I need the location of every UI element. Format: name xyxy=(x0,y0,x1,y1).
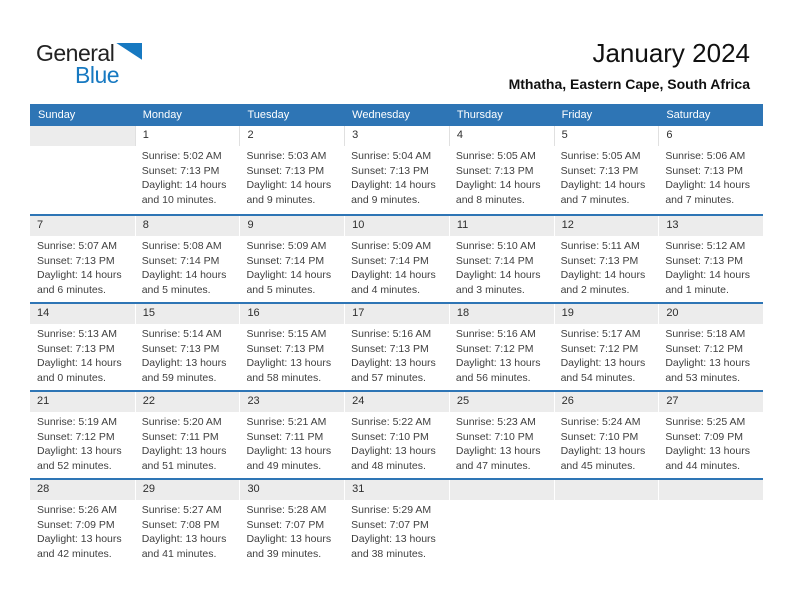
day-detail-line: Daylight: 14 hours xyxy=(246,179,332,192)
day-cell-15 xyxy=(135,304,240,390)
day-details xyxy=(449,500,554,503)
day-number: 9 xyxy=(239,216,344,236)
day-details xyxy=(135,236,240,297)
day-detail-line: Sunrise: 5:11 AM xyxy=(560,240,640,252)
day-detail-line: and 0 minutes. xyxy=(37,371,106,384)
day-cell-empty xyxy=(449,480,554,566)
day-detail-line: Sunset: 7:11 PM xyxy=(141,430,219,443)
day-cell-14 xyxy=(30,304,135,390)
day-detail-line: Sunset: 7:12 PM xyxy=(455,342,534,355)
day-detail-line: and 58 minutes. xyxy=(246,371,322,384)
day-detail-line: Daylight: 14 hours xyxy=(560,269,646,282)
day-detail-line: Sunrise: 5:28 AM xyxy=(246,504,327,516)
day-number: 22 xyxy=(135,392,240,412)
day-detail-line: Daylight: 13 hours xyxy=(141,533,227,546)
day-detail-line: and 4 minutes. xyxy=(351,283,421,296)
day-detail-line: Sunrise: 5:02 AM xyxy=(141,150,222,162)
weekday-header-row xyxy=(30,104,763,126)
day-cell-empty xyxy=(554,480,659,566)
day-details xyxy=(658,236,763,297)
day-detail-line: and 39 minutes. xyxy=(246,547,322,560)
day-detail-line: and 38 minutes. xyxy=(351,547,426,560)
day-detail-line: Daylight: 14 hours xyxy=(141,179,227,192)
weekday-header-thursday: Thursday xyxy=(456,109,503,121)
day-detail-line: and 52 minutes. xyxy=(37,459,112,472)
day-number: 16 xyxy=(239,304,344,324)
day-details xyxy=(554,146,659,207)
day-details xyxy=(554,324,659,385)
day-number: 7 xyxy=(30,216,135,236)
day-cell-16 xyxy=(239,304,344,390)
day-detail-line: Daylight: 14 hours xyxy=(37,269,122,282)
day-detail-line: Sunset: 7:10 PM xyxy=(351,430,429,443)
day-detail-line: Sunset: 7:13 PM xyxy=(665,254,743,267)
day-detail-line: Sunset: 7:13 PM xyxy=(141,164,220,177)
day-detail-line: Sunrise: 5:04 AM xyxy=(351,150,432,162)
logo-text-blue: Blue xyxy=(75,62,120,88)
day-cell-17 xyxy=(344,304,449,390)
day-number: 21 xyxy=(30,392,135,412)
day-detail-line: Sunset: 7:14 PM xyxy=(351,254,429,267)
day-detail-line: Sunrise: 5:09 AM xyxy=(351,240,432,252)
day-detail-line: Sunset: 7:13 PM xyxy=(141,342,220,355)
day-cell-10 xyxy=(344,216,449,302)
day-detail-line: Sunrise: 5:15 AM xyxy=(246,328,327,340)
day-cell-13 xyxy=(658,216,763,302)
day-cell-6 xyxy=(658,126,763,214)
day-detail-line: and 5 minutes. xyxy=(246,283,316,296)
day-number: 19 xyxy=(554,304,659,324)
page-title: January 2024 xyxy=(592,38,750,68)
day-details xyxy=(344,236,449,297)
day-detail-line: Sunrise: 5:24 AM xyxy=(560,416,641,428)
weekday-header-saturday: Saturday xyxy=(666,109,711,121)
day-detail-line: Daylight: 13 hours xyxy=(351,357,436,370)
day-detail-line: Daylight: 13 hours xyxy=(455,357,541,370)
day-detail-line: and 2 minutes. xyxy=(560,283,630,296)
day-detail-line: Sunset: 7:12 PM xyxy=(665,342,743,355)
day-detail-line: Sunrise: 5:07 AM xyxy=(37,240,117,252)
day-number: 27 xyxy=(658,392,763,412)
day-cell-27 xyxy=(658,392,763,478)
day-details xyxy=(344,412,449,473)
day-cell-26 xyxy=(554,392,659,478)
calendar-weeks xyxy=(30,126,763,566)
day-cell-empty xyxy=(30,126,135,214)
day-detail-line: and 7 minutes. xyxy=(665,193,735,206)
day-detail-line: Daylight: 13 hours xyxy=(246,357,332,370)
weekday-header-wednesday: Wednesday xyxy=(352,109,411,121)
day-details xyxy=(344,146,449,207)
day-detail-line: Daylight: 13 hours xyxy=(37,445,122,458)
day-detail-line: Sunset: 7:13 PM xyxy=(37,342,115,355)
day-detail-line: Daylight: 14 hours xyxy=(351,179,436,192)
day-detail-line: Sunset: 7:12 PM xyxy=(37,430,115,443)
day-detail-line: Sunset: 7:09 PM xyxy=(665,430,743,443)
day-number: 12 xyxy=(554,216,659,236)
day-detail-line: and 41 minutes. xyxy=(141,547,217,560)
day-detail-line: Sunrise: 5:29 AM xyxy=(351,504,432,516)
day-detail-line: Daylight: 14 hours xyxy=(455,179,541,192)
day-details xyxy=(239,500,344,561)
day-detail-line: Sunrise: 5:26 AM xyxy=(37,504,117,516)
day-detail-line: Sunrise: 5:19 AM xyxy=(37,416,117,428)
day-cell-19 xyxy=(554,304,659,390)
day-cell-25 xyxy=(449,392,554,478)
day-number: 28 xyxy=(30,480,135,500)
day-cell-7 xyxy=(30,216,135,302)
day-number: 1 xyxy=(135,126,240,146)
week-row-2 xyxy=(30,214,763,302)
day-detail-line: Daylight: 14 hours xyxy=(455,269,541,282)
day-number: 4 xyxy=(449,126,554,146)
day-detail-line: Sunrise: 5:16 AM xyxy=(351,328,432,340)
day-detail-line: Sunrise: 5:16 AM xyxy=(455,328,536,340)
day-detail-line: Sunrise: 5:05 AM xyxy=(455,150,536,162)
general-blue-logo xyxy=(36,40,142,89)
day-detail-line: Sunrise: 5:18 AM xyxy=(665,328,746,340)
day-number: 31 xyxy=(344,480,449,500)
day-detail-line: Daylight: 13 hours xyxy=(37,533,122,546)
day-detail-line: Sunrise: 5:10 AM xyxy=(455,240,536,252)
day-number: 15 xyxy=(135,304,240,324)
day-cell-8 xyxy=(135,216,240,302)
day-detail-line: and 44 minutes. xyxy=(665,459,741,472)
day-number: 23 xyxy=(239,392,344,412)
day-detail-line: Daylight: 13 hours xyxy=(351,445,436,458)
day-detail-line: and 54 minutes. xyxy=(560,371,636,384)
day-cell-empty xyxy=(658,480,763,566)
day-number: 18 xyxy=(449,304,554,324)
day-number: 29 xyxy=(135,480,240,500)
day-detail-line: Sunset: 7:12 PM xyxy=(560,342,639,355)
day-detail-line: and 3 minutes. xyxy=(455,283,525,296)
day-number xyxy=(554,480,659,500)
day-detail-line: Sunrise: 5:05 AM xyxy=(560,150,641,162)
day-detail-line: Sunset: 7:07 PM xyxy=(351,518,429,531)
day-detail-line: Sunset: 7:13 PM xyxy=(246,342,325,355)
day-cell-20 xyxy=(658,304,763,390)
day-detail-line: Sunset: 7:09 PM xyxy=(37,518,115,531)
calendar-table xyxy=(30,104,763,566)
day-details xyxy=(658,324,763,385)
day-detail-line: Daylight: 14 hours xyxy=(560,179,646,192)
day-detail-line: Daylight: 13 hours xyxy=(351,533,436,546)
day-details xyxy=(449,412,554,473)
week-row-1 xyxy=(30,126,763,214)
day-detail-line: and 1 minute. xyxy=(665,283,729,296)
day-detail-line: Sunrise: 5:08 AM xyxy=(141,240,222,252)
day-number xyxy=(658,480,763,500)
day-detail-line: and 59 minutes. xyxy=(141,371,217,384)
day-detail-line: Sunrise: 5:27 AM xyxy=(141,504,222,516)
day-detail-line: and 49 minutes. xyxy=(246,459,322,472)
day-number: 10 xyxy=(344,216,449,236)
day-detail-line: and 42 minutes. xyxy=(37,547,112,560)
day-details xyxy=(30,412,135,473)
day-detail-line: and 51 minutes. xyxy=(141,459,217,472)
day-details xyxy=(554,412,659,473)
day-cell-11 xyxy=(449,216,554,302)
day-detail-line: Sunset: 7:13 PM xyxy=(560,254,639,267)
day-detail-line: and 48 minutes. xyxy=(351,459,426,472)
day-details xyxy=(554,236,659,297)
day-cell-1 xyxy=(135,126,240,214)
day-details xyxy=(30,236,135,297)
day-detail-line: Sunset: 7:13 PM xyxy=(665,164,743,177)
day-detail-line: Sunset: 7:13 PM xyxy=(455,164,534,177)
day-detail-line: Daylight: 14 hours xyxy=(37,357,122,370)
day-cell-5 xyxy=(554,126,659,214)
day-cell-4 xyxy=(449,126,554,214)
day-cell-18 xyxy=(449,304,554,390)
day-number: 14 xyxy=(30,304,135,324)
day-detail-line: Sunrise: 5:12 AM xyxy=(665,240,746,252)
day-details xyxy=(449,236,554,297)
day-details xyxy=(239,236,344,297)
day-details xyxy=(344,500,449,561)
day-detail-line: Sunset: 7:08 PM xyxy=(141,518,220,531)
day-number: 26 xyxy=(554,392,659,412)
day-number: 6 xyxy=(658,126,763,146)
day-cell-12 xyxy=(554,216,659,302)
day-number: 24 xyxy=(344,392,449,412)
day-detail-line: Daylight: 14 hours xyxy=(665,179,750,192)
day-details xyxy=(30,500,135,561)
day-detail-line: and 53 minutes. xyxy=(665,371,741,384)
day-details xyxy=(239,324,344,385)
day-detail-line: Sunset: 7:14 PM xyxy=(455,254,534,267)
day-details xyxy=(449,324,554,385)
day-details xyxy=(135,146,240,207)
day-detail-line: Sunset: 7:13 PM xyxy=(37,254,115,267)
day-number: 13 xyxy=(658,216,763,236)
day-detail-line: Daylight: 13 hours xyxy=(560,357,646,370)
week-row-5 xyxy=(30,478,763,566)
day-details xyxy=(554,500,659,503)
day-details xyxy=(449,146,554,207)
week-row-4 xyxy=(30,390,763,478)
day-detail-line: Daylight: 14 hours xyxy=(246,269,332,282)
day-details xyxy=(658,146,763,207)
day-details xyxy=(658,500,763,503)
day-detail-line: Daylight: 13 hours xyxy=(141,445,227,458)
day-number: 25 xyxy=(449,392,554,412)
day-cell-2 xyxy=(239,126,344,214)
day-cell-9 xyxy=(239,216,344,302)
day-details xyxy=(239,412,344,473)
day-detail-line: Sunset: 7:13 PM xyxy=(560,164,639,177)
day-detail-line: Sunrise: 5:22 AM xyxy=(351,416,432,428)
day-detail-line: Daylight: 13 hours xyxy=(246,533,332,546)
day-cell-23 xyxy=(239,392,344,478)
day-detail-line: Sunrise: 5:09 AM xyxy=(246,240,327,252)
day-detail-line: Daylight: 13 hours xyxy=(246,445,332,458)
day-detail-line: Sunrise: 5:14 AM xyxy=(141,328,222,340)
day-number: 30 xyxy=(239,480,344,500)
day-cell-30 xyxy=(239,480,344,566)
day-detail-line: Sunset: 7:13 PM xyxy=(246,164,325,177)
page-subtitle: Mthatha, Eastern Cape, South Africa xyxy=(508,76,750,92)
day-detail-line: Daylight: 14 hours xyxy=(351,269,436,282)
day-detail-line: and 8 minutes. xyxy=(455,193,525,206)
day-detail-line: and 56 minutes. xyxy=(455,371,531,384)
day-detail-line: Daylight: 13 hours xyxy=(560,445,646,458)
day-details xyxy=(658,412,763,473)
day-number: 17 xyxy=(344,304,449,324)
day-detail-line: Sunset: 7:13 PM xyxy=(351,342,429,355)
day-detail-line: Sunrise: 5:13 AM xyxy=(37,328,117,340)
day-number xyxy=(30,126,135,146)
day-detail-line: Daylight: 13 hours xyxy=(665,445,750,458)
day-cell-22 xyxy=(135,392,240,478)
day-detail-line: and 45 minutes. xyxy=(560,459,636,472)
day-detail-line: Sunset: 7:07 PM xyxy=(246,518,325,531)
day-cell-29 xyxy=(135,480,240,566)
day-number: 2 xyxy=(239,126,344,146)
day-detail-line: Sunset: 7:14 PM xyxy=(246,254,325,267)
day-detail-line: Sunset: 7:10 PM xyxy=(560,430,639,443)
day-detail-line: and 47 minutes. xyxy=(455,459,531,472)
day-detail-line: Daylight: 14 hours xyxy=(141,269,227,282)
day-detail-line: Daylight: 14 hours xyxy=(665,269,750,282)
weekday-header-friday: Friday xyxy=(561,109,593,121)
day-number: 11 xyxy=(449,216,554,236)
logo-triangle-icon xyxy=(116,43,142,60)
day-detail-line: Sunset: 7:14 PM xyxy=(141,254,220,267)
day-cell-24 xyxy=(344,392,449,478)
day-detail-line: and 9 minutes. xyxy=(351,193,421,206)
day-detail-line: Sunrise: 5:20 AM xyxy=(141,416,222,428)
day-number xyxy=(449,480,554,500)
day-cell-28 xyxy=(30,480,135,566)
weekday-header-monday: Monday xyxy=(142,109,182,121)
day-detail-line: Daylight: 13 hours xyxy=(665,357,750,370)
day-details xyxy=(344,324,449,385)
day-detail-line: Sunset: 7:10 PM xyxy=(455,430,534,443)
day-details xyxy=(135,412,240,473)
day-detail-line: Sunrise: 5:17 AM xyxy=(560,328,641,340)
day-cell-3 xyxy=(344,126,449,214)
day-details xyxy=(135,500,240,561)
day-details xyxy=(30,324,135,385)
week-row-3 xyxy=(30,302,763,390)
logo-text-general: General xyxy=(36,40,115,66)
day-detail-line: Sunset: 7:11 PM xyxy=(246,430,324,443)
weekday-header-sunday: Sunday xyxy=(38,109,76,121)
day-detail-line: and 10 minutes. xyxy=(141,193,217,206)
day-detail-line: Daylight: 13 hours xyxy=(455,445,541,458)
day-detail-line: Sunset: 7:13 PM xyxy=(351,164,429,177)
day-details xyxy=(30,146,135,149)
day-detail-line: Sunrise: 5:21 AM xyxy=(246,416,327,428)
day-detail-line: and 5 minutes. xyxy=(141,283,211,296)
day-cell-21 xyxy=(30,392,135,478)
day-detail-line: Sunrise: 5:23 AM xyxy=(455,416,536,428)
day-detail-line: and 7 minutes. xyxy=(560,193,630,206)
day-cell-31 xyxy=(344,480,449,566)
day-number: 3 xyxy=(344,126,449,146)
day-detail-line: and 9 minutes. xyxy=(246,193,316,206)
day-detail-line: Sunrise: 5:03 AM xyxy=(246,150,327,162)
title-block xyxy=(509,38,750,92)
day-details xyxy=(239,146,344,207)
day-details xyxy=(135,324,240,385)
day-detail-line: and 6 minutes. xyxy=(37,283,106,296)
day-detail-line: Sunrise: 5:25 AM xyxy=(665,416,746,428)
day-number: 8 xyxy=(135,216,240,236)
day-detail-line: and 57 minutes. xyxy=(351,371,426,384)
day-number: 5 xyxy=(554,126,659,146)
day-detail-line: Daylight: 13 hours xyxy=(141,357,227,370)
day-number: 20 xyxy=(658,304,763,324)
weekday-header-tuesday: Tuesday xyxy=(247,109,290,121)
day-detail-line: Sunrise: 5:06 AM xyxy=(665,150,746,162)
